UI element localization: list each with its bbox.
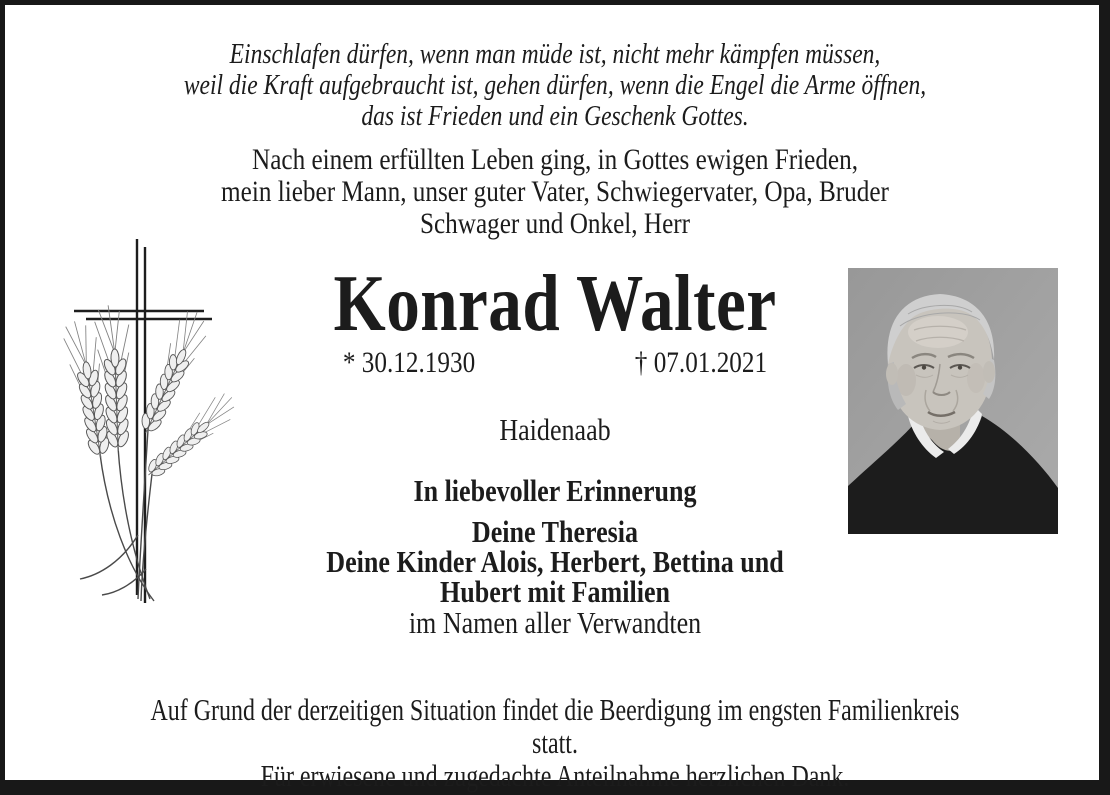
obituary-text [96,5,1015,793]
life-dates [96,347,1015,379]
remembrance-heading: In liebevoller Erinnerung [413,473,697,508]
mourner-line: Hubert mit Familien [439,574,670,609]
birth-date: * 30.12.1930 [342,346,476,379]
death-date: † 07.01.2021 [634,346,768,379]
mourners-list [96,514,1015,609]
intro-paragraph [96,144,1015,240]
obituary-page [5,5,1099,793]
funeral-notice [132,693,977,792]
epigraph-line: weil die Kraft aufgebraucht ist, gehen dürfen, wenn die Engel die Arme öffnen, [183,70,927,101]
mourner-line: Deine Theresia [471,514,639,549]
notice-line: Für erwiesene und zugedachte Anteilnahme herzlichen Dank. [260,758,850,793]
notice-line: Auf Grund der derzeitigen Situation findet die Beerdigung im engsten Familienkreis statt. [150,692,960,760]
intro-line: Schwager und Onkel, Herr [419,207,691,240]
mourner-line: Deine Kinder Alois, Herbert, Bettina und [326,544,784,579]
epigraph-poem [96,39,1015,132]
intro-line: mein lieber Mann, unser guter Vater, Schwiegervater, Opa, Bruder [221,175,889,208]
epigraph-line: das ist Frieden und ein Geschenk Gottes. [361,101,749,132]
closing-line: im Namen aller Verwandten [408,605,702,640]
place-name: Haidenaab [499,412,611,447]
deceased-name: Konrad Walter [333,260,777,348]
intro-line: Nach einem erfüllten Leben ging, in Gottes ewigen Frieden, [251,143,859,176]
epigraph-line: Einschlafen dürfen, wenn man müde ist, nicht mehr kämpfen müssen, [229,39,881,70]
